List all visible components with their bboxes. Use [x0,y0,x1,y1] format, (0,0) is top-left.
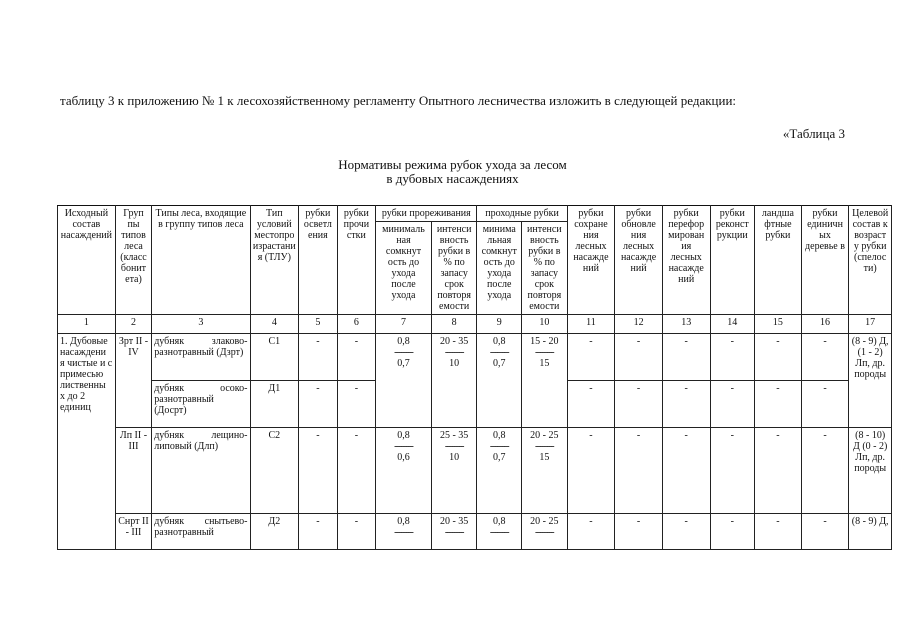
dash-cell: - [662,428,710,514]
fraction-bottom: 0,6 [397,452,410,463]
passing-intensity-cell [522,428,568,514]
thinning-density-cell [376,428,432,514]
fraction-line: -------- [535,441,554,452]
header-passing: проходные рубки [477,206,567,222]
fraction-line: -------- [489,441,509,452]
dash-cell: - [662,334,710,381]
header-cleaning: рубки прочи стки [337,206,376,315]
passing-density-cell [477,514,522,550]
header-passing-intensity: интенси вность рубки в % по запасу срок повторя емости [522,222,568,315]
forest-type-cell: дубняк снытьево-разнотравный [152,514,250,550]
dash-cell: - [710,514,755,550]
dash-cell: - [755,428,802,514]
header-source-composition: Исходный состав насаждений [58,206,116,315]
thinning-intensity-cell [431,428,477,514]
dash-cell: - [801,428,849,514]
fraction-bottom: 10 [449,452,460,463]
header-tlu: Тип условий местопро израстани я (ТЛУ) [250,206,299,315]
fraction-bottom: 15 [539,452,550,463]
group-cell: Снрт II - III [115,514,151,550]
table-reference: «Таблица 3 [782,126,845,141]
dash-cell: - [710,428,755,514]
header-renewal: рубки обновле ния лесных насажде ний [615,206,663,315]
col-number: 2 [115,315,151,334]
tlu-cell: Д2 [250,514,299,550]
header-group: Груп пы типов леса (класс бонит ета) [115,206,151,315]
col-number: 14 [710,315,755,334]
fraction-top: 0,8 [397,516,410,527]
target-composition-cell: (8 - 10) Д (0 - 2) Лп, др. породы [849,428,892,514]
header-reconstruction: рубки реконст рукции [710,206,755,315]
fraction-bottom: 0,7 [397,358,410,369]
dash-cell: - [755,514,802,550]
fraction-top: 15 - 20 [530,336,559,347]
thinning-density-cell [376,334,432,428]
table-row [58,514,892,550]
header-preservation: рубки сохране ния лесных насажде ний [567,206,615,315]
header-thinning-intensity: интенси вность рубки в % по запасу срок повторя емости [431,222,477,315]
table-row [58,334,892,381]
fraction-line: -------- [489,527,509,538]
dash-cell: - [710,334,755,381]
dash-cell: - [337,428,376,514]
dash-cell: - [710,381,755,428]
dash-cell: - [567,334,615,381]
thinning-intensity-cell [431,514,477,550]
dash-cell: - [662,381,710,428]
col-number: 15 [755,315,802,334]
tlu-cell: С1 [250,334,299,381]
fraction-top: 0,8 [492,516,506,527]
fraction-top: 0,8 [492,336,506,347]
fraction-bottom: 15 [539,358,550,369]
header-passing-min-density: минима льная сомкнут ость до ухода после ухода [477,222,522,315]
tlu-cell: С2 [250,428,299,514]
fraction-line: -------- [489,347,509,358]
thinning-density-cell [376,514,432,550]
fraction-line: -------- [535,527,554,538]
dash-cell: - [567,381,615,428]
fraction-top: 20 - 35 [439,516,469,527]
target-composition-cell: (8 - 9) Д, [849,514,892,550]
dash-cell: - [299,334,338,381]
fraction-top: 20 - 35 [439,336,469,347]
fraction-line: -------- [535,347,554,358]
dash-cell: - [755,334,802,381]
table-title [0,158,905,186]
col-number: 4 [250,315,299,334]
dash-cell: - [615,428,663,514]
group-cell: Лп II - III [115,428,151,514]
col-number: 13 [662,315,710,334]
table-title-line-1: Нормативы режима рубок ухода за лесом [338,157,567,172]
forest-type-cell: дубняк лещино-липовый (Длп) [152,428,250,514]
dash-cell: - [615,514,663,550]
column-numbers-row [58,315,892,334]
table-row [58,428,892,514]
group-cell: Зрт II - IV [115,334,151,428]
col-number: 5 [299,315,338,334]
header-lightening: рубки осветл ения [299,206,338,315]
fraction-line: -------- [444,441,464,452]
header-thinning: рубки прореживания [376,206,477,222]
composition-cell: 1. Дубовые насаждени я чистые и с примесью лиственны х до 2 единиц [58,334,116,550]
col-number: 17 [849,315,892,334]
passing-density-cell [477,334,522,428]
fraction-top: 20 - 25 [530,430,559,441]
dash-cell: - [615,381,663,428]
fraction-top: 0,8 [397,336,410,347]
tlu-cell: Д1 [250,381,299,428]
dash-cell: - [801,334,849,381]
intro-paragraph: таблицу 3 к приложению № 1 к лесохозяйственному регламенту Опытного лесничества изложить в следующей редакции: [60,93,737,108]
fraction-bottom: 10 [449,358,460,369]
dash-cell: - [801,381,849,428]
fraction-line: -------- [444,347,464,358]
col-number: 8 [431,315,477,334]
norms-table [57,205,892,550]
fraction-line: -------- [394,527,413,538]
fraction-top: 0,8 [397,430,410,441]
dash-cell: - [615,334,663,381]
header-landscape: ландша фтные рубки [755,206,802,315]
fraction-line: -------- [444,527,464,538]
col-number: 7 [376,315,432,334]
header-thinning-min-density: минималь ная сомкнут ость до ухода после ухода [376,222,432,315]
dash-cell: - [299,381,338,428]
fraction-top: 25 - 35 [439,430,469,441]
fraction-bottom: 0,7 [492,358,506,369]
dash-cell: - [299,514,338,550]
dash-cell: - [567,514,615,550]
header-single-trees: рубки единичн ых деревье в [801,206,849,315]
passing-intensity-cell [522,334,568,428]
fraction-top: 20 - 25 [530,516,559,527]
col-number: 9 [477,315,522,334]
passing-intensity-cell [522,514,568,550]
col-number: 1 [58,315,116,334]
header-target: Целевой состав к возраст у рубки (спелос ти) [849,206,892,315]
dash-cell: - [662,514,710,550]
header-reformation: рубки перефор мирован ия лесных насажде ний [662,206,710,315]
fraction-top: 0,8 [492,430,506,441]
dash-cell: - [337,514,376,550]
col-number: 11 [567,315,615,334]
passing-density-cell [477,428,522,514]
col-number: 12 [615,315,663,334]
header-forest-types: Типы леса, входящие в группу типов леса [152,206,250,315]
col-number: 10 [522,315,568,334]
col-number: 3 [152,315,250,334]
dash-cell: - [337,334,376,381]
forest-type-cell: дубняк осоко-разнотравный (Досрт) [152,381,250,428]
dash-cell: - [337,381,376,428]
col-number: 16 [801,315,849,334]
col-number: 6 [337,315,376,334]
fraction-line: -------- [394,347,413,358]
fraction-bottom: 0,7 [492,452,506,463]
target-composition-cell: (8 - 9) Д, (1 - 2) Лп, др. породы [849,334,892,428]
fraction-line: -------- [394,441,413,452]
dash-cell: - [567,428,615,514]
dash-cell: - [755,381,802,428]
dash-cell: - [299,428,338,514]
thinning-intensity-cell [431,334,477,428]
table-title-line-2: в дубовых насаждениях [386,171,519,186]
dash-cell: - [801,514,849,550]
forest-type-cell: дубняк злаково-разнотравный (Дзрт) [152,334,250,381]
